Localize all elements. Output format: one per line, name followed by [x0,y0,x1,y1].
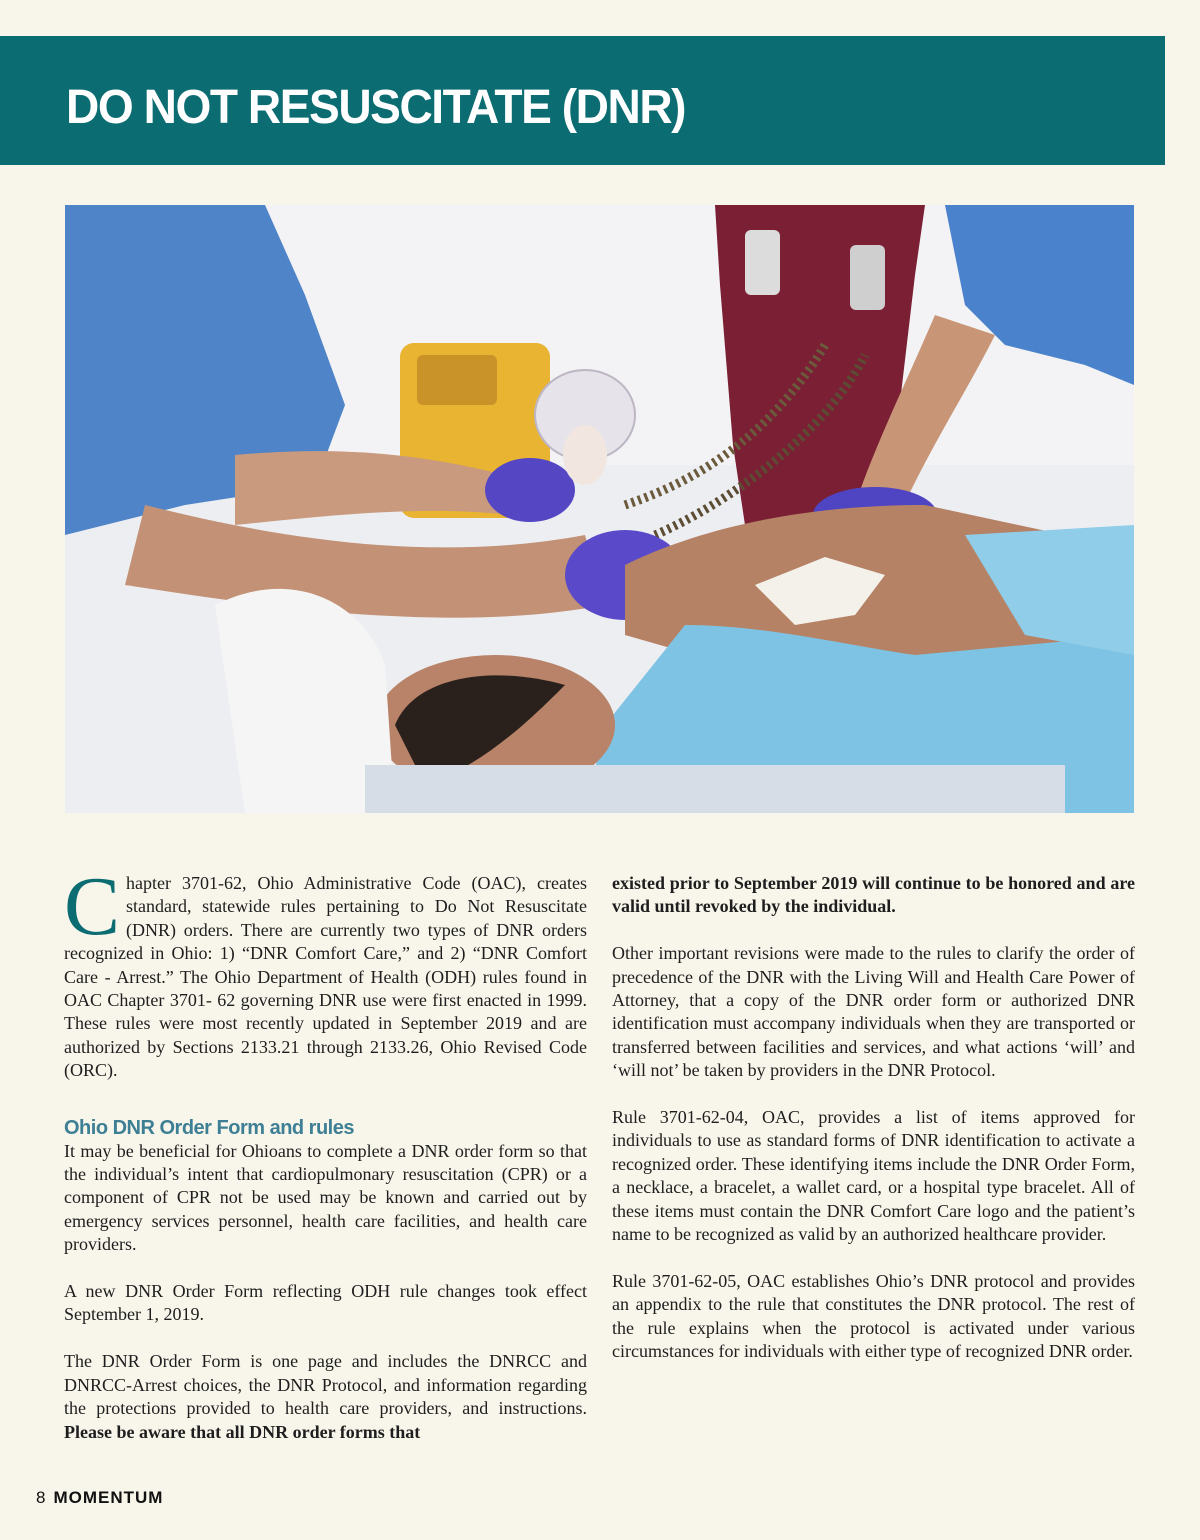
drop-cap: C [64,860,121,953]
intro-paragraph [64,860,587,1083]
intro-text: hapter 3701-62, Ohio Administrative Code (OAC), creates standard, statewide rules pertaining to Do Not Resuscitate (DNR) orders. There are currently two types of DNR orders recognized in Ohio: 1) “DNR Comfort Care,” and 2) “DNR Comfort Care - Arrest.” The Ohio Department of Health (ODH) rules found in OAC Chapter 3701- 62 governing DNR use were first enacted in 1999. These rules were most recently updated in September 2019 and are authorized by Sections 2133.21 through 2133.26, Ohio Revised Code (ORC). [64,873,587,1081]
bold-notice: Please be aware that all DNR order forms that [64,1421,421,1442]
body-paragraph: It may be beneficial for Ohioans to complete a DNR order form so that the individual’s intent that cardiopulmonary resuscitation (CPR) or a component of CPR not be used may be known and carried out by emergency services personnel, health care facilities, and health care providers. [64,1140,587,1255]
left-column [64,860,587,1444]
bold-notice-continued: existed prior to September 2019 will continue to be honored and are valid until revoked by the individual. [612,873,1135,917]
page-number: 8 [36,1488,46,1507]
body-paragraph [64,1350,587,1444]
cpr-photo [65,205,1134,813]
glove-left-1 [485,458,575,522]
body-text: The DNR Order Form is one page and includes the DNRCC and DNRCC-Arrest choices, the DNR Protocol, and information regarding the protections provided to health care providers, and instructions. [64,1351,587,1419]
right-column [612,872,1135,1363]
page-title: DO NOT RESUSCITATE (DNR) [66,81,686,134]
page-footer [36,1485,163,1511]
publication-name: MOMENTUM [53,1488,164,1507]
body-paragraph: A new DNR Order Form reflecting ODH rule changes took effect September 1, 2019. [64,1281,587,1325]
section-heading: Ohio DNR Order Form and rules [64,1116,354,1139]
body-paragraph: Rule 3701-62-04, OAC, provides a list of items approved for individuals to use as standard forms of DNR identification to activate a recognized order. These identifying items include the DNR Order Form, a necklace, a bracelet, a wallet card, or a hospital type bracelet. All of these items must contain the DNR Comfort Care logo and the patient’s name to be recognized as valid by an authorized healthcare provider. [612,1107,1135,1245]
title-banner [0,36,1165,165]
body-paragraph: Rule 3701-62-05, OAC establishes Ohio’s DNR protocol and provides an appendix to the rule that constitutes the DNR protocol. The rest of the rule explains when the protocol is activated under various circumstances for individuals with either type of recognized DNR order. [612,1270,1135,1362]
body-paragraph [612,872,1135,919]
body-paragraph: Other important revisions were made to the rules to clarify the order of precedence of the DNR with the Living Will and Health Care Power of Attorney, that a copy of the DNR order form or authorized DNR identification must accompany individuals when they are transported or transferred between facilities and services, and what actions ‘will’ and ‘will not’ be taken by providers in the DNR Protocol. [612,943,1135,1081]
